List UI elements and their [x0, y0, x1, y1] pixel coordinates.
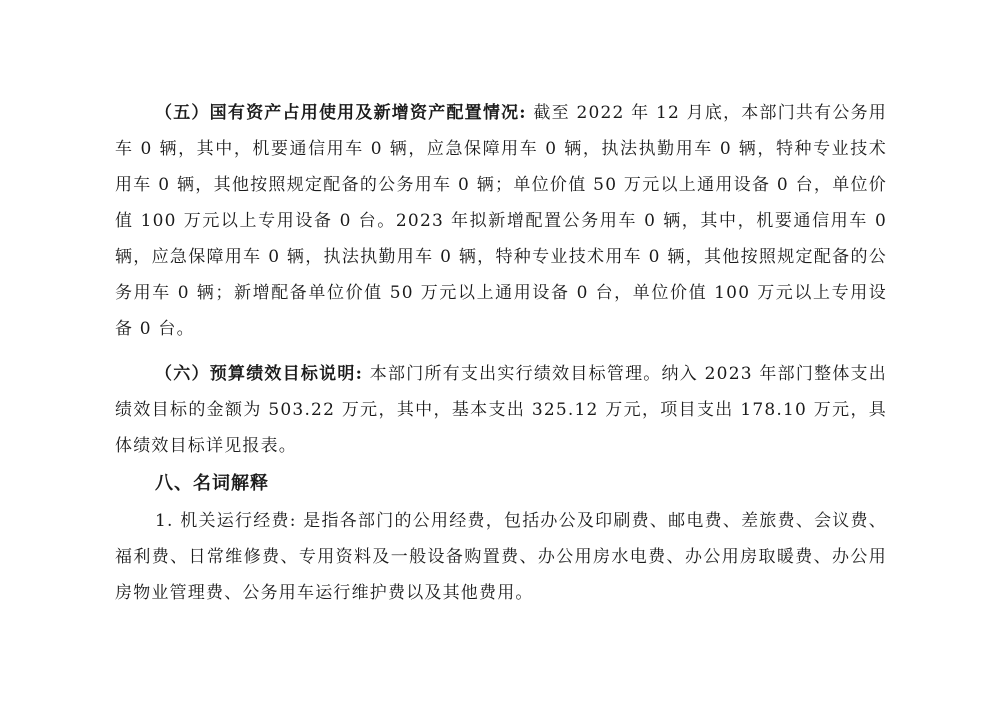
section-6-paragraph [115, 356, 887, 464]
section-5-body: 截至 2022 年 12 月底，本部门共有公务用车 0 辆，其中，机要通信用车 0 辆，应急保障用车 0 辆，执法执勤用车 0 辆，特种专业技术用车 0 辆，其他按照规定配备的公务用车 0 辆；单位价值 50 万元以上通用设备 0 台，单位价值 100 万元以上专用设备 0 台。2023 年拟新增配置公务用车 0 辆，其中，机要通信用车 0 辆，应急保障用车 0 辆，执法执勤用车 0 辆，特种专业技术用车 0 辆，其他按照规定配备的公务用车 0 辆；新增配备单位价值 50 万元以上通用设备 0 台，单位价值 100 万元以上专用设备 0 台。 [115, 103, 887, 339]
section-5-paragraph [115, 95, 887, 347]
section-5-lead: （五）国有资产占用使用及新增资产配置情况: [155, 103, 527, 123]
section-6-body: 本部门所有支出实行绩效目标管理。纳入 2023 年部门整体支出绩效目标的金额为 503.22 万元，其中，基本支出 325.12 万元，项目支出 178.10 万元，具体绩效目标详见报表。 [115, 364, 887, 456]
section-6-lead: （六）预算绩效目标说明: [155, 364, 364, 384]
section-8-item-1: 1. 机关运行经费: 是指各部门的公用经费，包括办公及印刷费、邮电费、差旅费、会议费、福利费、日常维修费、专用资料及一般设备购置费、办公用房水电费、办公用房取暖费、办公用房物业管理费、公务用车运行维护费以及其他费用。 [115, 511, 887, 603]
section-8-heading: 八、名词解释 [155, 473, 269, 494]
